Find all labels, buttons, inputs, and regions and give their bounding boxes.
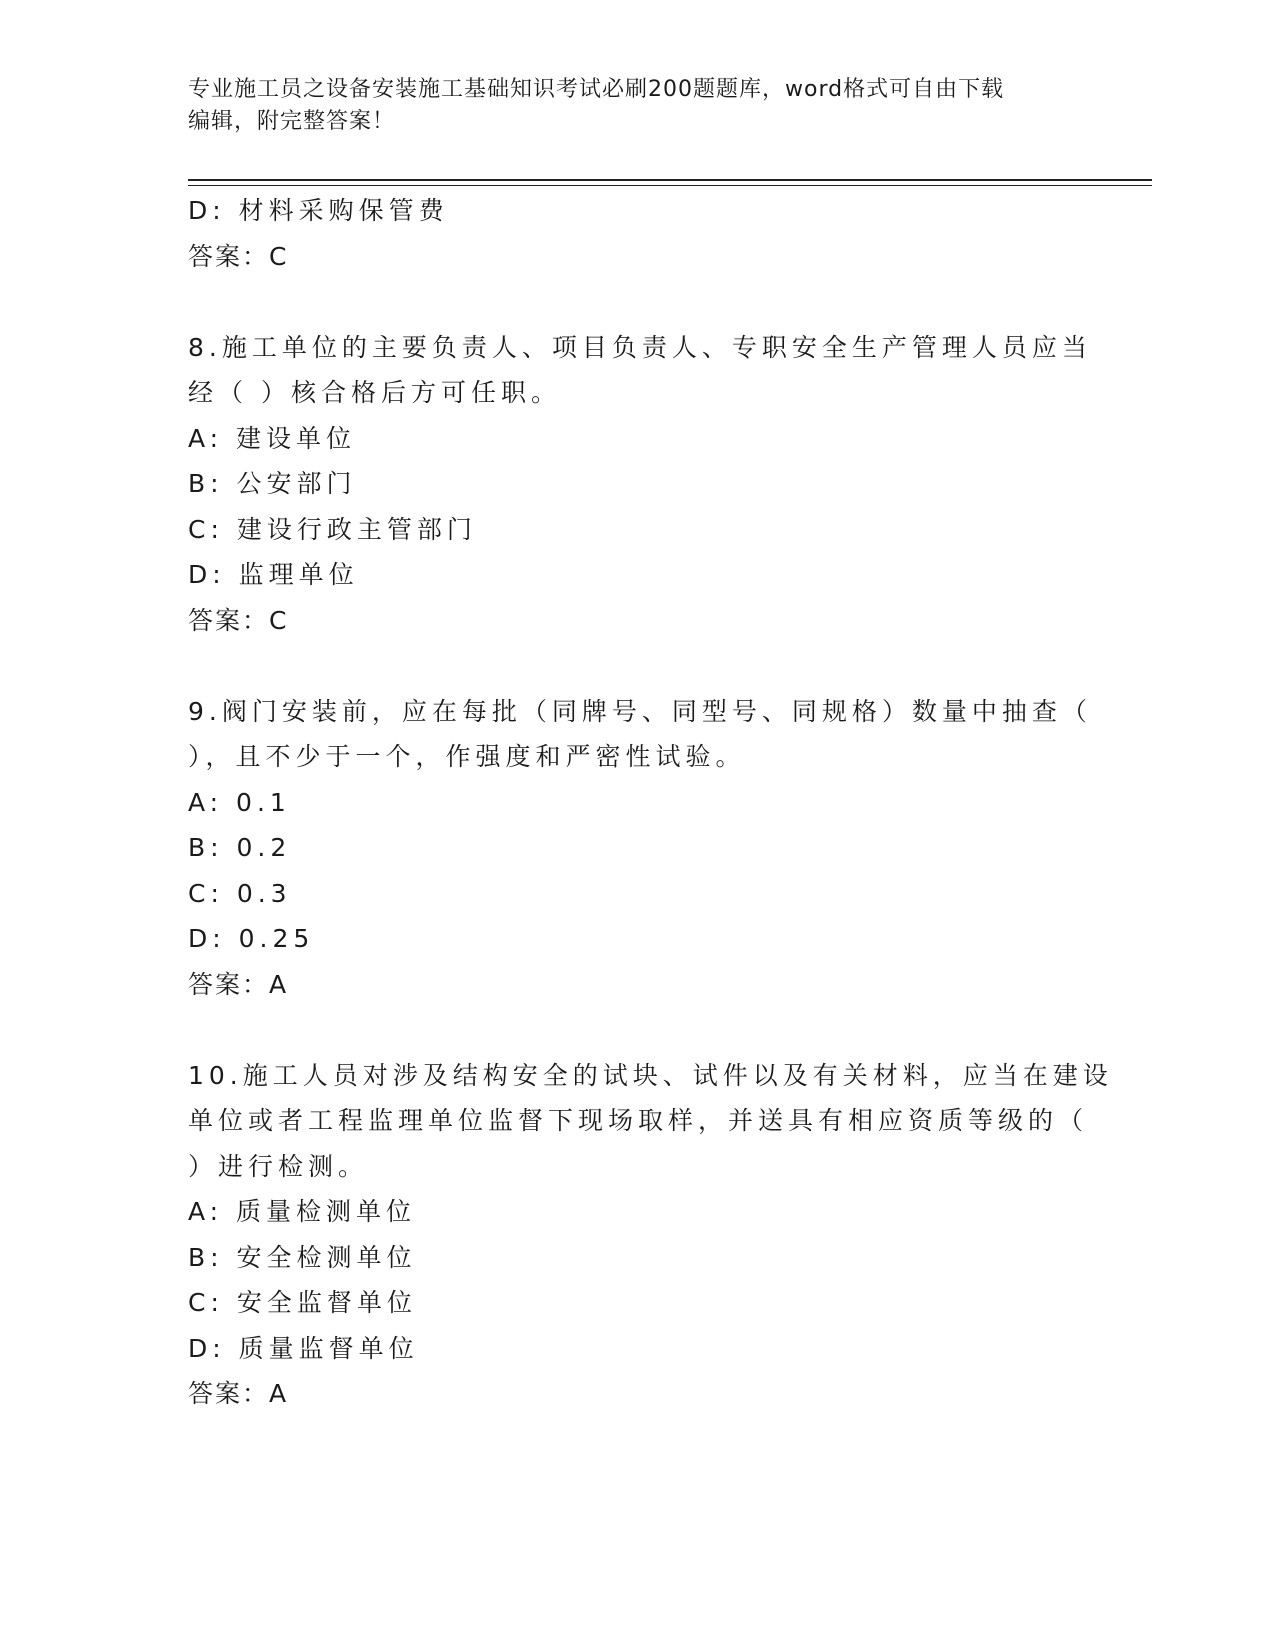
question-8-option-c: C: 建设行政主管部门 — [188, 514, 477, 544]
question-8-text-line-2: 经（ ）核合格后方可任职。 — [188, 378, 561, 407]
question-8-option-b: B: 公安部门 — [188, 469, 357, 498]
header-divider-thick — [188, 179, 1152, 181]
spacer — [188, 1007, 1088, 1053]
question-9-option-d: D: 0.25 — [188, 924, 315, 953]
question-10-text-line-1: 10.施工人员对涉及结构安全的试块、试件以及有关材料，应当在建设 — [188, 1060, 1113, 1090]
question-9-text-line-2: ），且不少于一个，作强度和严密性试验。 — [188, 742, 746, 771]
question-8-answer: 答案：C — [188, 605, 289, 635]
header-line-2: 编辑，附完整答案！ — [188, 109, 396, 134]
question-10-text-line-2: 单位或者工程监理单位监督下现场取样，并送具有相应资质等级的（ — [188, 1106, 1089, 1135]
question-8-option-d: D: 监理单位 — [188, 560, 359, 589]
question-9-text-line-1: 9.阀门安装前，应在每批（同牌号、同型号、同规格）数量中抽查（ — [188, 696, 1092, 726]
question-10-option-d: D: 质量监督单位 — [188, 1333, 419, 1363]
question-10-text-line-3: ）进行检测。 — [188, 1151, 369, 1181]
document-header — [188, 74, 1068, 138]
header-line-1: 专业施工员之设备安装施工基础知识考试必刷200题题库，word格式可自由下载 — [188, 77, 1005, 102]
question-8-option-a: A: 建设单位 — [188, 423, 357, 453]
question-10-option-c: C: 安全监督单位 — [188, 1288, 417, 1317]
question-9-option-c: C: 0.3 — [188, 878, 292, 908]
header-divider-thin — [188, 185, 1152, 186]
question-9-answer: 答案：A — [188, 969, 289, 999]
question-10-answer: 答案：A — [188, 1379, 289, 1408]
question-9-option-a: A: 0.1 — [188, 787, 291, 817]
spacer — [188, 643, 1088, 689]
question-10-option-a: A: 质量检测单位 — [188, 1197, 417, 1226]
question-9-option-b: B: 0.2 — [188, 833, 292, 862]
question-8-text-line-1: 8.施工单位的主要负责人、项目负责人、专职安全生产管理人员应当 — [188, 332, 1092, 362]
spacer — [188, 279, 1088, 325]
question-list — [188, 188, 1113, 1417]
option-d: D: 材料采购保管费 — [188, 196, 449, 225]
question-10-option-b: B: 安全检测单位 — [188, 1242, 417, 1272]
answer-line: 答案：C — [188, 241, 289, 271]
